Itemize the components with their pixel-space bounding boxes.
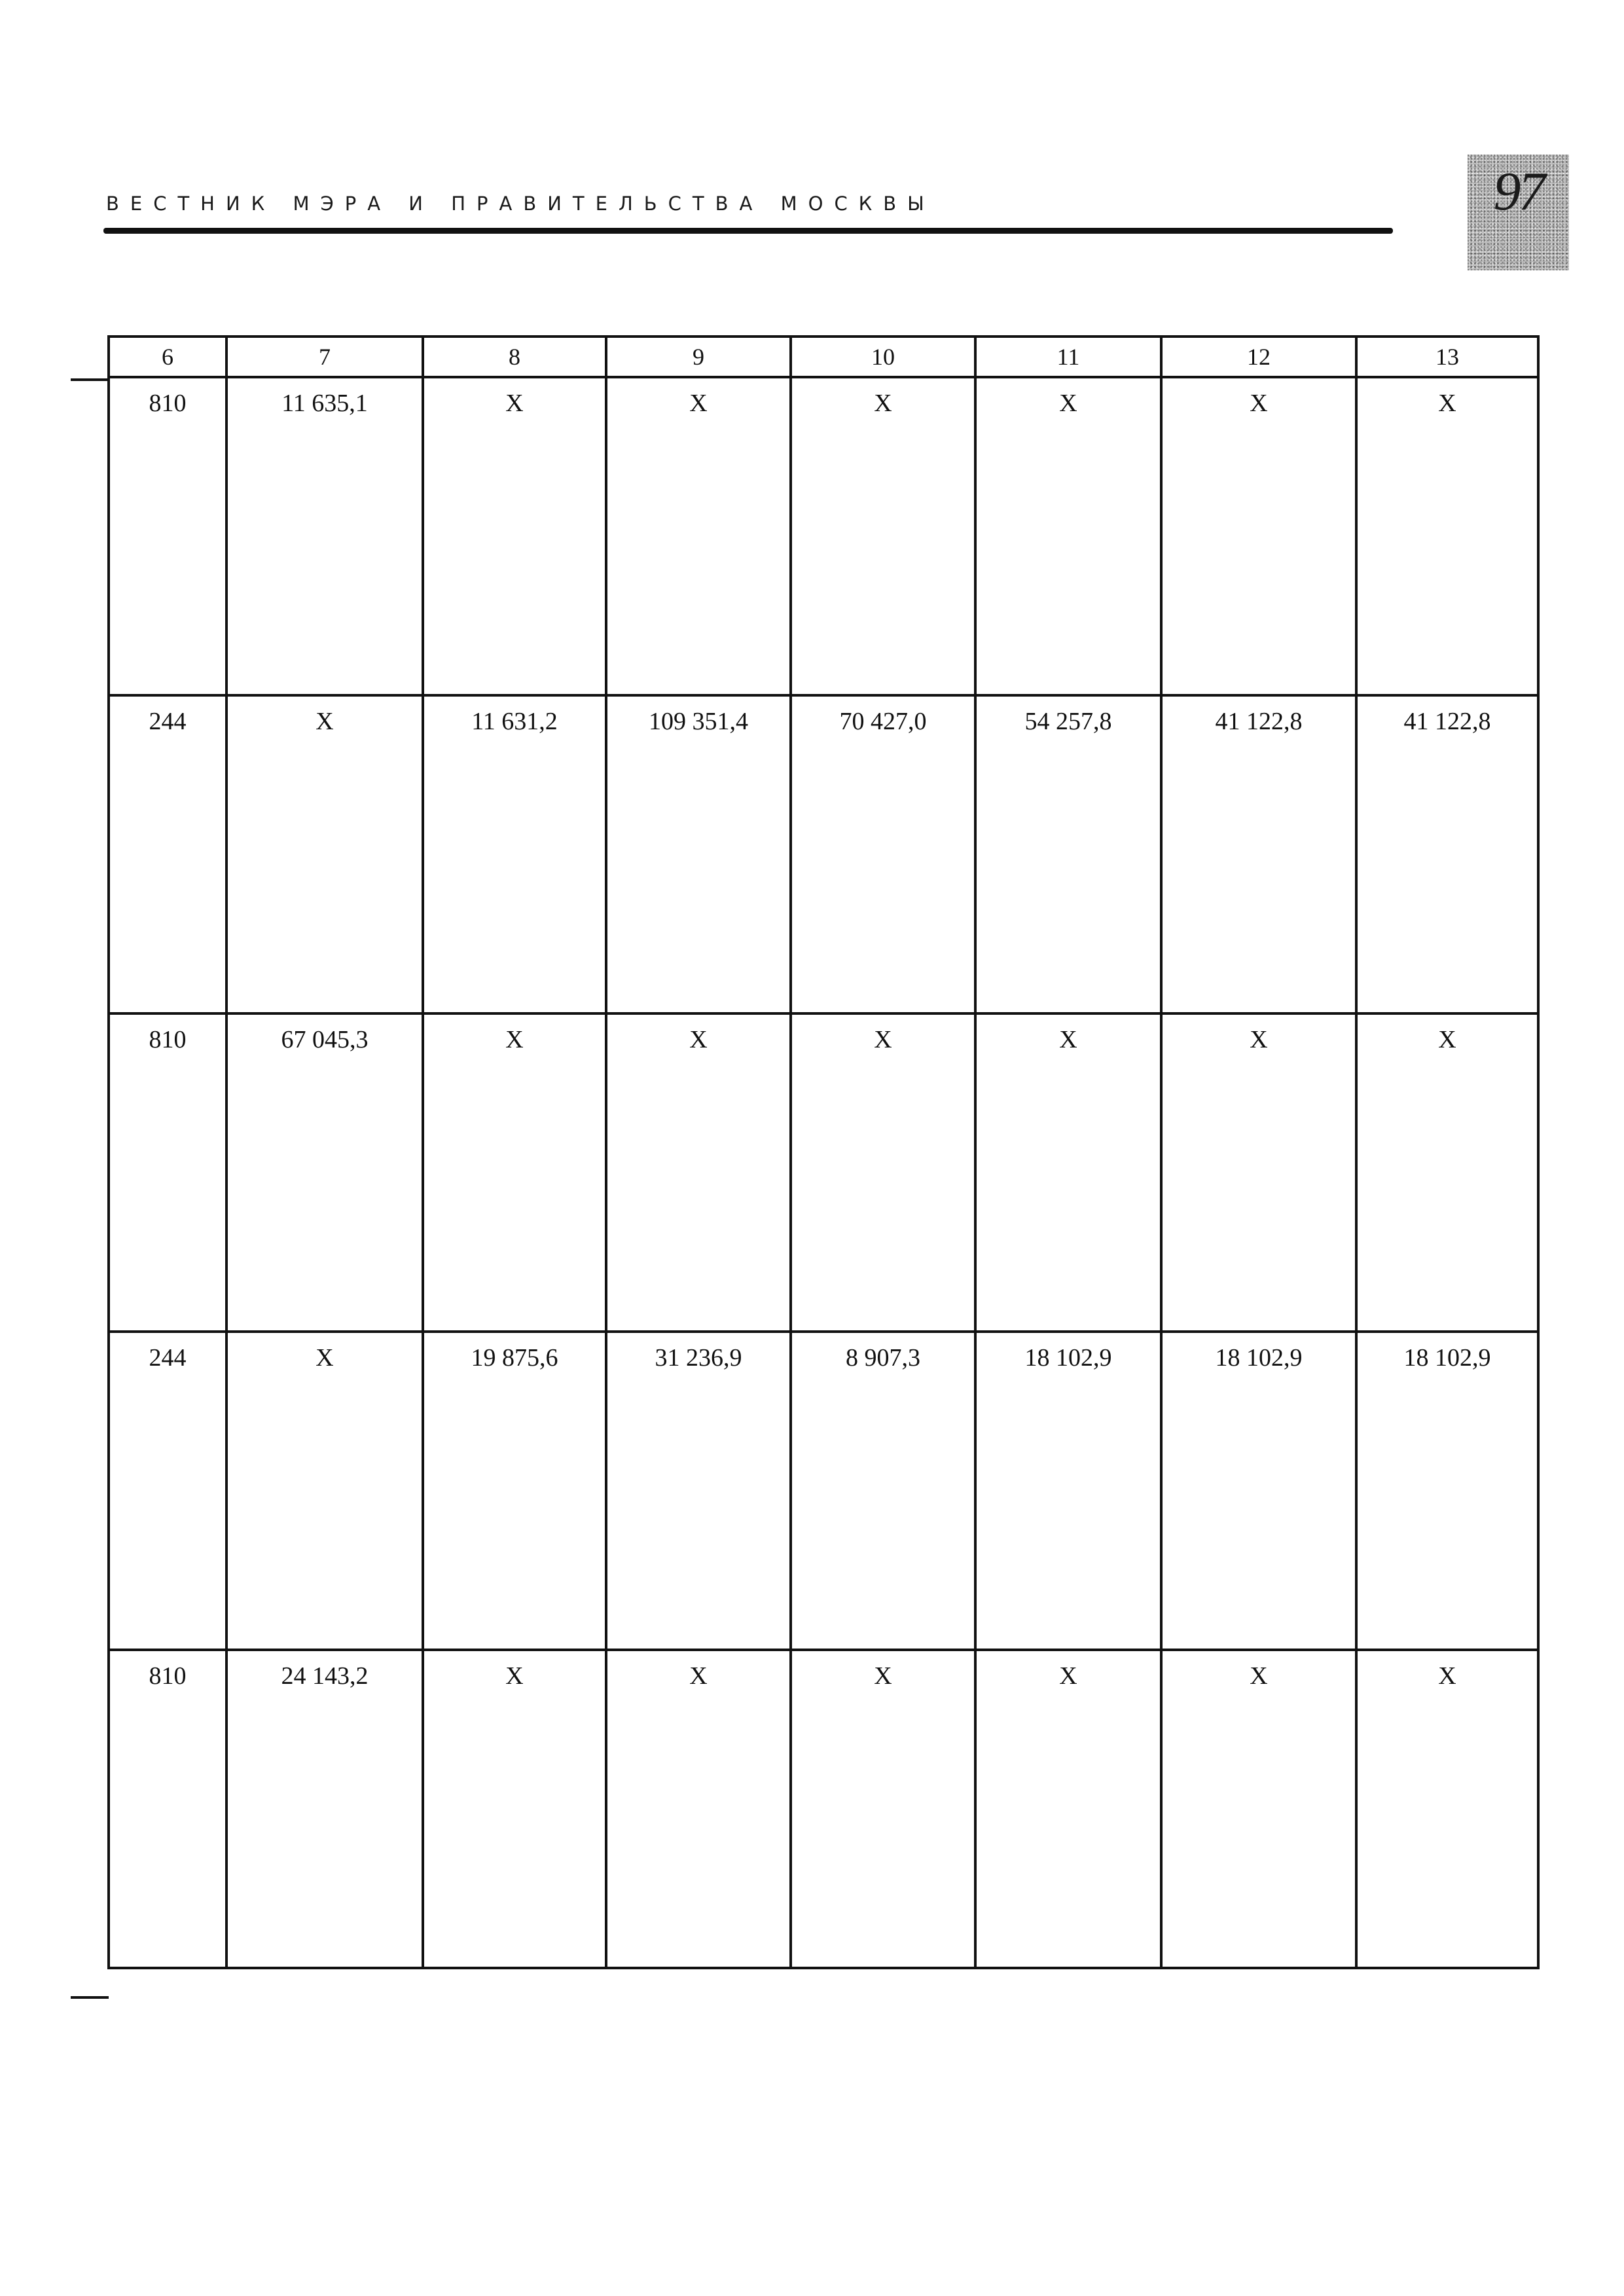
table-cell: X bbox=[1161, 377, 1356, 695]
table-cell: 67 045,3 bbox=[226, 1013, 423, 1332]
table-cell: 54 257,8 bbox=[975, 695, 1161, 1013]
running-title: ВЕСТНИК МЭРА И ПРАВИТЕЛЬСТВА МОСКВЫ bbox=[106, 192, 935, 215]
table-cell: 18 102,9 bbox=[975, 1332, 1161, 1650]
table-cell: X bbox=[791, 377, 975, 695]
column-header: 10 bbox=[791, 337, 975, 377]
column-header: 11 bbox=[975, 337, 1161, 377]
table-cell: X bbox=[226, 695, 423, 1013]
table-cell: 810 bbox=[109, 377, 226, 695]
table-row bbox=[109, 1332, 1538, 1650]
table-left-stub-bottom bbox=[71, 1996, 109, 1999]
table-row bbox=[109, 695, 1538, 1013]
table-cell: 8 907,3 bbox=[791, 1332, 975, 1650]
data-table-container bbox=[71, 335, 1537, 1998]
table-cell: X bbox=[1161, 1013, 1356, 1332]
table-cell: X bbox=[606, 1650, 791, 1968]
table-cell: X bbox=[1161, 1650, 1356, 1968]
table-cell: X bbox=[1356, 1013, 1538, 1332]
column-header: 8 bbox=[423, 337, 606, 377]
table-cell: X bbox=[226, 1332, 423, 1650]
table-cell: 244 bbox=[109, 695, 226, 1013]
table-cell: 244 bbox=[109, 1332, 226, 1650]
table-cell: X bbox=[1356, 377, 1538, 695]
table-cell: X bbox=[423, 377, 606, 695]
header-rule bbox=[103, 228, 1393, 234]
table-cell: 18 102,9 bbox=[1356, 1332, 1538, 1650]
data-table bbox=[107, 335, 1540, 1969]
table-cell: 810 bbox=[109, 1013, 226, 1332]
column-header: 12 bbox=[1161, 337, 1356, 377]
table-row bbox=[109, 1650, 1538, 1968]
table-cell: X bbox=[975, 1013, 1161, 1332]
table-left-stub-top bbox=[71, 378, 109, 381]
table-header-row bbox=[109, 337, 1538, 377]
table-cell: 11 635,1 bbox=[226, 377, 423, 695]
table-cell: X bbox=[791, 1013, 975, 1332]
table-cell: 810 bbox=[109, 1650, 226, 1968]
column-header: 6 bbox=[109, 337, 226, 377]
column-header: 9 bbox=[606, 337, 791, 377]
table-cell: X bbox=[423, 1650, 606, 1968]
table-cell: 18 102,9 bbox=[1161, 1332, 1356, 1650]
page-number-badge bbox=[1468, 155, 1569, 270]
table-cell: 31 236,9 bbox=[606, 1332, 791, 1650]
table-cell: 109 351,4 bbox=[606, 695, 791, 1013]
table-cell: X bbox=[606, 1013, 791, 1332]
table-cell: X bbox=[423, 1013, 606, 1332]
table-cell: X bbox=[606, 377, 791, 695]
page-number: 97 bbox=[1493, 161, 1543, 222]
table-cell: 41 122,8 bbox=[1161, 695, 1356, 1013]
table-cell: X bbox=[975, 377, 1161, 695]
table-cell: 11 631,2 bbox=[423, 695, 606, 1013]
column-header: 7 bbox=[226, 337, 423, 377]
table-row bbox=[109, 377, 1538, 695]
table-cell: X bbox=[791, 1650, 975, 1968]
table-cell: 24 143,2 bbox=[226, 1650, 423, 1968]
table-cell: X bbox=[1356, 1650, 1538, 1968]
table-cell: 19 875,6 bbox=[423, 1332, 606, 1650]
table-row bbox=[109, 1013, 1538, 1332]
table-cell: 41 122,8 bbox=[1356, 695, 1538, 1013]
table-cell: 70 427,0 bbox=[791, 695, 975, 1013]
table-cell: X bbox=[975, 1650, 1161, 1968]
column-header: 13 bbox=[1356, 337, 1538, 377]
